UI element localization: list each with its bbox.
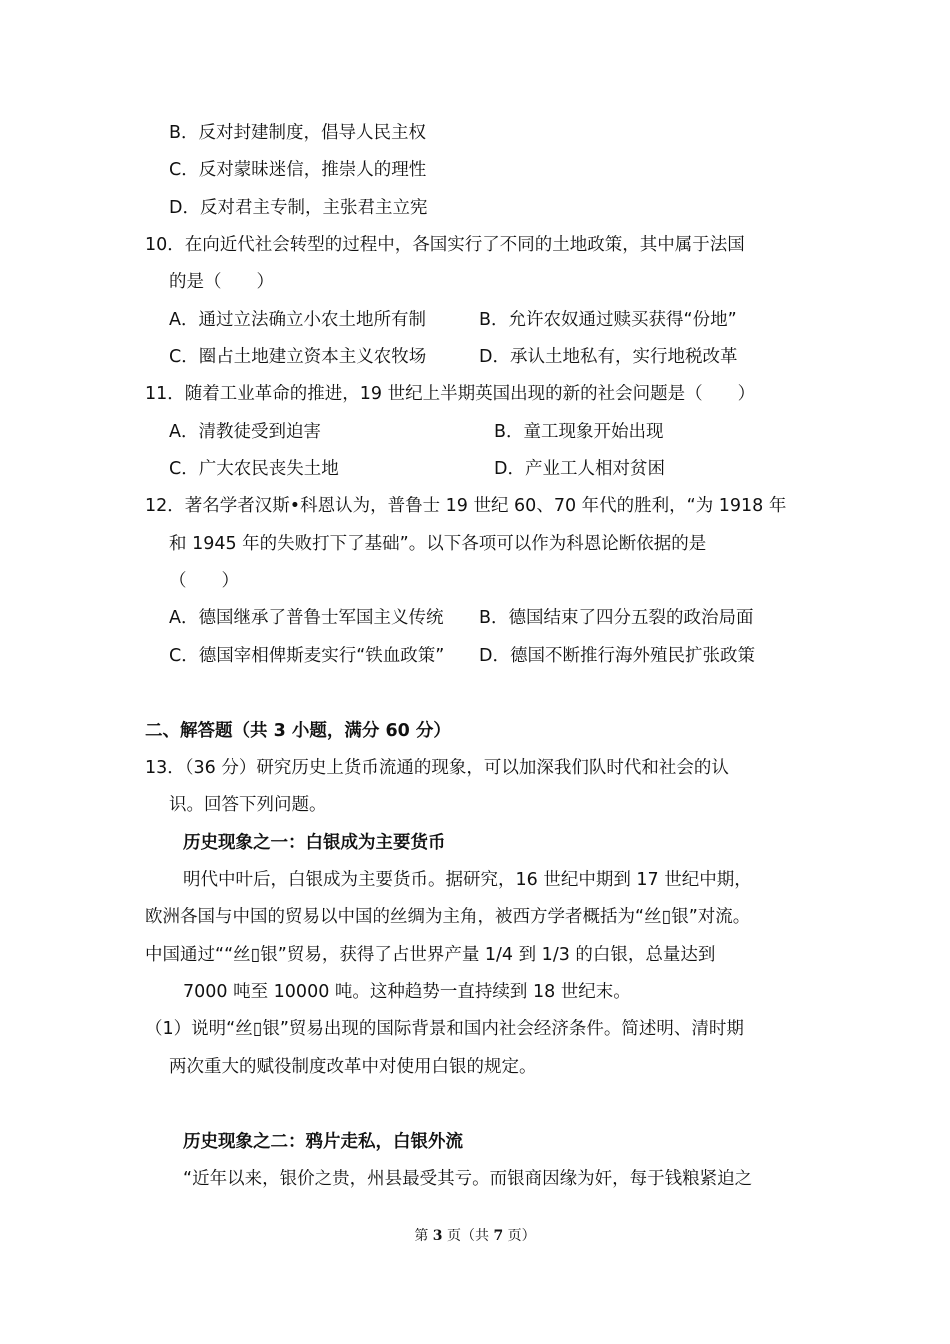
q11-option-c: C．广大农民丧失土地 xyxy=(169,459,339,479)
q10-stem-line1: 10．在向近代社会转型的过程中，各国实行了不同的土地政策，其中属于法国 xyxy=(145,235,745,255)
q13-stem-line1: 13．（36 分）研究历史上货币流通的现象，可以加深我们队时代和社会的认 xyxy=(145,758,729,778)
phenomenon1-title: 历史现象之一：白银成为主要货币 xyxy=(183,833,446,853)
q10-option-a: A．通过立法确立小农土地所有制 xyxy=(169,310,426,330)
q12-option-b: B．德国结束了四分五裂的政治局面 xyxy=(479,608,754,628)
footer-middle: 页（共 xyxy=(442,1228,494,1244)
footer-prefix: 第 xyxy=(414,1228,433,1244)
phenomenon1-paragraph-line4: 7000 吨至 10000 吨。这种趋势一直持续到 18 世纪末。 xyxy=(183,982,631,1002)
q12-stem-line3: （ ） xyxy=(169,571,239,591)
q10-option-b: B．允许农奴通过赎买获得“份地” xyxy=(479,310,737,330)
q12-option-c: C．德国宰相俾斯麦实行“铁血政策” xyxy=(169,646,445,666)
phenomenon1-paragraph-line2: 欧洲各国与中国的贸易以中国的丝绸为主角，被西方学者概括为“丝▯银”对流。 xyxy=(145,907,751,927)
q10-option-d: D．承认土地私有，实行地税改革 xyxy=(479,347,738,367)
q9-option-c: C．反对蒙昧迷信，推崇人的理性 xyxy=(169,160,427,180)
q12-option-a: A．德国继承了普鲁士军国主义传统 xyxy=(169,608,444,628)
q11-stem: 11．随着工业革命的推进，19 世纪上半期英国出现的新的社会问题是（ ） xyxy=(145,384,756,404)
q11-option-b: B．童工现象开始出现 xyxy=(494,422,664,442)
q13-stem-line2: 识。回答下列问题。 xyxy=(169,795,327,815)
q12-stem-line1: 12．著名学者汉斯•科恩认为，普鲁士 19 世纪 60、70 年代的胜利，“为 1918 年 xyxy=(145,496,787,516)
footer-total-pages: 7 xyxy=(493,1228,504,1244)
phenomenon1-paragraph-line3: 中国通过““丝▯银”贸易，获得了占世界产量 1/4 到 1/3 的白银，总量达到 xyxy=(145,945,716,965)
phenomenon2-paragraph-line1: “近年以来，银价之贵，州县最受其亏。而银商因缘为奸，每于钱粮紧迫之 xyxy=(183,1169,753,1189)
q11-option-d: D．产业工人相对贫困 xyxy=(494,459,665,479)
sub-question1-line2: 两次重大的赋役制度改革中对使用白银的规定。 xyxy=(169,1057,537,1077)
q12-option-d: D．德国不断推行海外殖民扩张政策 xyxy=(479,646,755,666)
q10-option-c: C．圈占土地建立资本主义农牧场 xyxy=(169,347,427,367)
q12-stem-line2: 和 1945 年的失败打下了基础”。以下各项可以作为科恩论断依据的是 xyxy=(169,534,707,554)
sub-question1-line1: （1）说明“丝▯银”贸易出现的国际背景和国内社会经济条件。简述明、清时期 xyxy=(145,1019,744,1039)
phenomenon1-paragraph-line1: 明代中叶后，白银成为主要货币。据研究，16 世纪中期到 17 世纪中期， xyxy=(183,870,752,890)
footer-suffix: 页） xyxy=(503,1228,536,1244)
section-heading: 二、解答题（共 3 小题，满分 60 分） xyxy=(145,721,451,741)
q10-stem-line2: 的是（ ） xyxy=(169,272,274,292)
footer-page-number: 3 xyxy=(432,1228,443,1244)
q9-option-b: B．反对封建制度，倡导人民主权 xyxy=(169,123,427,143)
q11-option-a: A．清教徒受到迫害 xyxy=(169,422,321,442)
phenomenon2-title: 历史现象之二：鸦片走私，白银外流 xyxy=(183,1132,463,1152)
q9-option-d: D．反对君主专制，主张君主立宪 xyxy=(169,198,428,218)
page-footer xyxy=(0,1226,950,1246)
